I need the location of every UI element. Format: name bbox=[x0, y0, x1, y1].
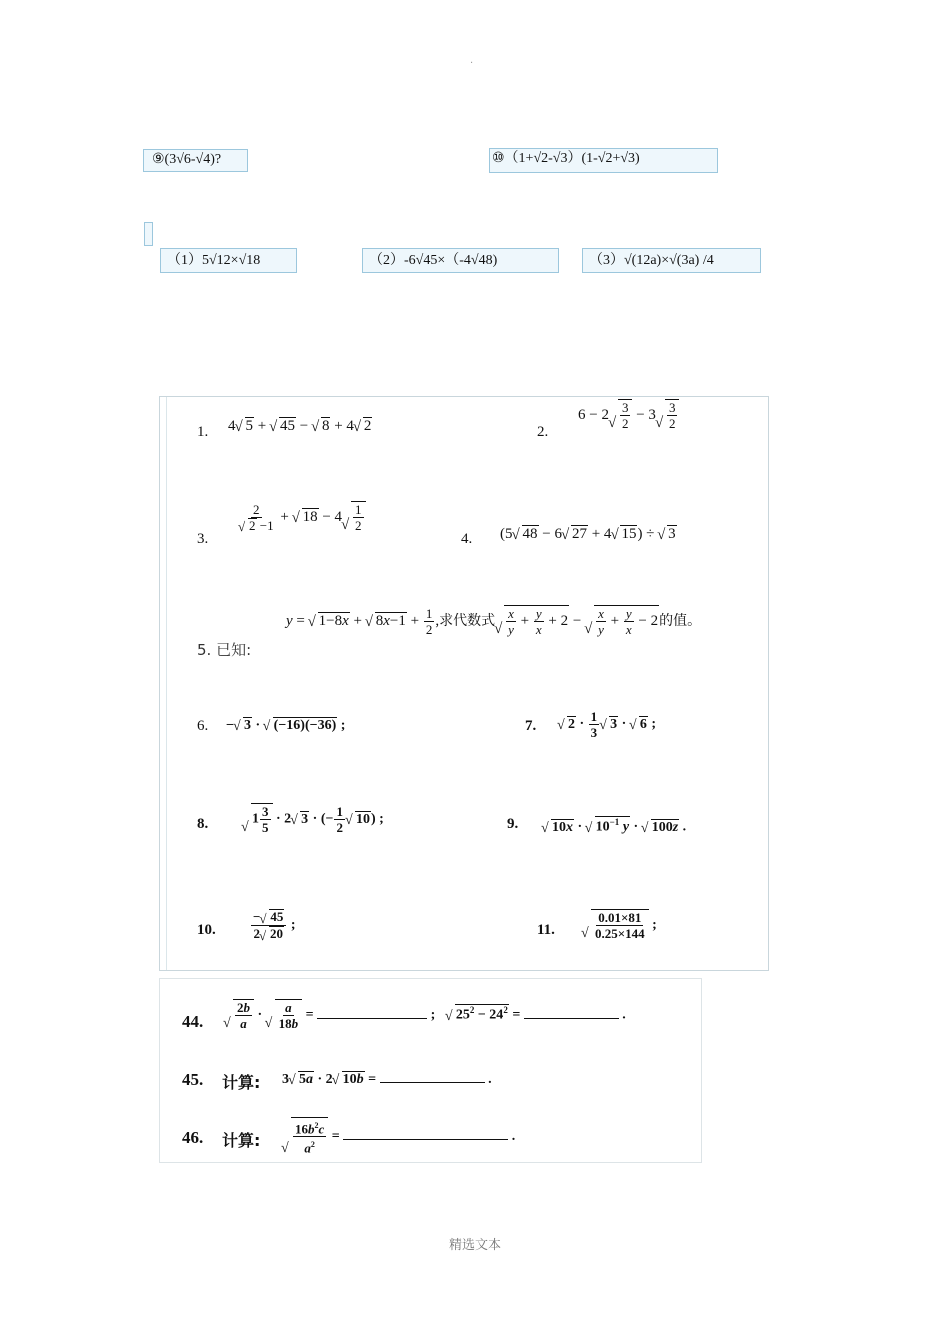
answer-blank-44b[interactable] bbox=[524, 1018, 619, 1019]
problem-46-label: 计算: bbox=[222, 1131, 261, 1150]
problem-box-1: （1）5√12×√18 bbox=[160, 248, 297, 273]
problem-10-number: 10. bbox=[197, 922, 216, 938]
problem-11-number: 11. bbox=[537, 922, 555, 938]
problem-10-expression: $\frac{-√ 45}{2√ 20}$ ; bbox=[250, 909, 296, 942]
problem-45-expression: 3√ 5a · 2√ 10b = . bbox=[282, 1071, 492, 1088]
problem-6-number: 6. bbox=[197, 718, 209, 734]
problem-4-expression: (5√ 48 − 6√ 27 + 4√ 15) ÷ √ 3 bbox=[500, 525, 677, 543]
problem-44-expression: √ $\frac{2b}{a}$ · √ $\frac{a}{18b}$ = ; √ $25^2 - 24^2$ = . bbox=[224, 999, 626, 1031]
problem-5-text-1: 求代数式 bbox=[439, 612, 496, 629]
problem-7-expression: √ 2 · $\frac{1}{3}$ √ 3 · √ 6 ; bbox=[558, 709, 656, 740]
problem-2-number: 2. bbox=[537, 424, 549, 440]
problem-5-expression: y = √ 1−8x + √ 8x−1 + $\frac{1}{2}$ ,求代数式 √ $\frac{x}{y}$ + $\frac{y}{x}$ + 2 − √ $\frac{x}{y}$ + $\frac{y}{x}$ − 2的值。 bbox=[286, 605, 701, 637]
problem-46-number: 46. bbox=[182, 1128, 204, 1147]
problem-46-expression: √ $\frac{16b^2c}{a^2}$ = . bbox=[282, 1117, 515, 1156]
frame-left-bar bbox=[160, 397, 167, 970]
problem-box-2: （2）-6√45×（-4√48) bbox=[362, 248, 559, 273]
problem-image-frame bbox=[159, 396, 769, 971]
problem-box-3: （3）√(12a)×√(3a) /4 bbox=[582, 248, 761, 273]
problem-3-number: 3. bbox=[197, 531, 209, 547]
problem-1-expression: 4√ 5 + √ 45 − √ 8 + 4√ 2 bbox=[228, 417, 372, 435]
problem-5-number: 5. 已知: bbox=[197, 641, 252, 659]
problem-45-label: 计算: bbox=[222, 1073, 261, 1092]
problem-1-number: 1. bbox=[197, 424, 209, 440]
problem-8-number: 8. bbox=[197, 816, 209, 832]
problem-11-expression: √ $\frac{0.01\times 81}{0.25\times 144}$ ; bbox=[582, 909, 657, 941]
problem-2-expression: 6 − 2 √ $\frac{3}{2}$ − 3 √ $\frac{3}{2}$ bbox=[578, 399, 679, 431]
problem-box-9: ⑨(3√6-√4)? bbox=[143, 149, 248, 172]
answer-blank-46[interactable] bbox=[343, 1139, 508, 1140]
problem-9-expression: √ 10x · √ $10^{-1}$ y · √ 100z . bbox=[542, 816, 686, 836]
problem-7-number: 7. bbox=[525, 718, 537, 734]
problem-5-text-2: 的值。 bbox=[659, 612, 702, 629]
text-cursor-marker bbox=[144, 222, 153, 246]
problem-9-number: 9. bbox=[507, 816, 519, 832]
answer-blank-44a[interactable] bbox=[317, 1018, 427, 1019]
problem-6-expression: −√ 3 · √ (−16)(−36) ; bbox=[226, 717, 345, 734]
problem-8-expression: √ 1 $\frac{3}{5}$ · 2√ 3 · (− $\frac{1}{2}$ √ 10) ; bbox=[242, 803, 384, 835]
fill-in-image-frame bbox=[159, 978, 702, 1163]
problem-4-number: 4. bbox=[461, 531, 473, 547]
header-dot: · bbox=[470, 58, 474, 69]
problem-box-10: ⑩（1+√2-√3）(1-√2+√3) bbox=[489, 148, 718, 173]
problem-45-number: 45. bbox=[182, 1070, 204, 1089]
answer-blank-45[interactable] bbox=[380, 1082, 485, 1083]
problem-44-number: 44. bbox=[182, 1012, 204, 1031]
page-footer: 精选文本 bbox=[448, 1238, 501, 1253]
problem-3-expression: 2 √ 2 −1 + √ 18 − 4 √ $\frac{1}{2}$ bbox=[236, 501, 366, 533]
